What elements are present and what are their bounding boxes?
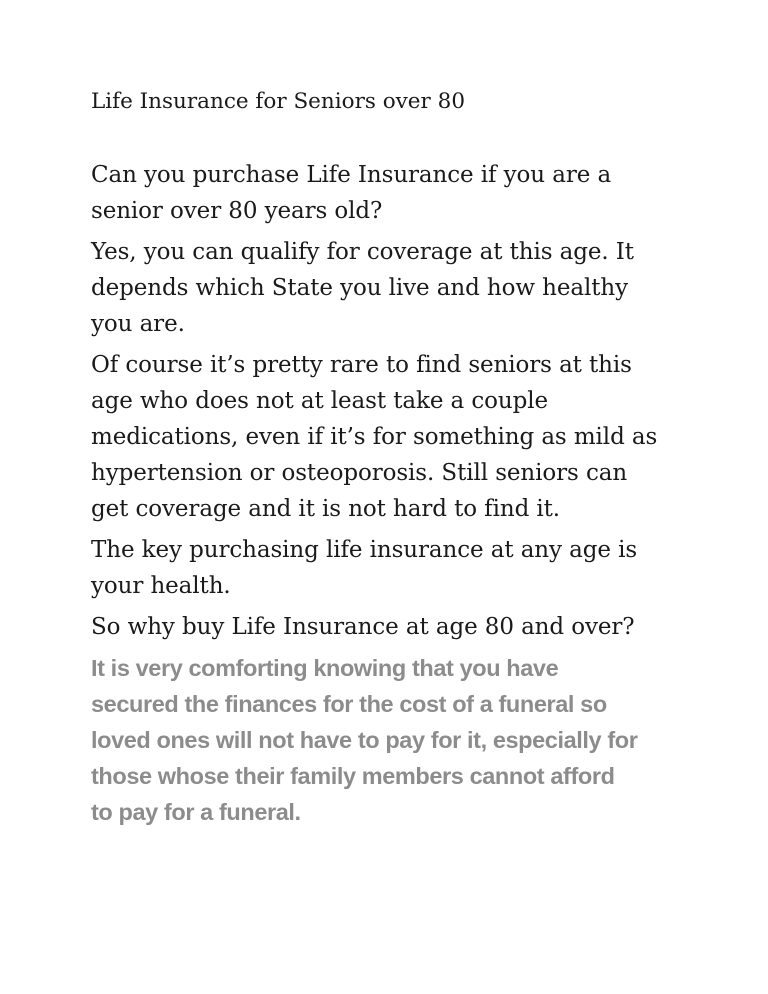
text-line: Of course it’s pretty rare to find seniors at this xyxy=(91,352,632,378)
text-line: The key purchasing life insurance at any age is xyxy=(91,537,638,563)
paragraph-comforting xyxy=(91,650,691,830)
document-body xyxy=(91,84,691,835)
text-line: medications, even if it’s for something as mild as xyxy=(91,424,658,450)
text-line: you are. xyxy=(91,311,185,337)
text-line: Can you purchase Life Insurance if you are a xyxy=(91,162,612,188)
paragraph-why-buy xyxy=(91,609,691,645)
text-line: Yes, you can qualify for coverage at this age. It xyxy=(91,239,634,265)
text-line: secured the finances for the cost of a funeral so xyxy=(91,691,607,717)
text-line: get coverage and it is not hard to find it. xyxy=(91,496,561,522)
paragraph-answer xyxy=(91,234,691,342)
text-line: to pay for a funeral. xyxy=(91,799,301,825)
text-line: It is very comforting knowing that you have xyxy=(91,655,559,681)
text-line: those whose their family members cannot afford xyxy=(91,763,615,789)
text-line: senior over 80 years old? xyxy=(91,198,383,224)
text-line: So why buy Life Insurance at age 80 and over? xyxy=(91,614,635,640)
document-title: Life Insurance for Seniors over 80 xyxy=(91,89,465,114)
paragraph-question xyxy=(91,157,691,229)
text-line: loved ones will not have to pay for it, especially for xyxy=(91,727,638,753)
text-line: your health. xyxy=(91,573,231,599)
text-line: hypertension or osteoporosis. Still seniors can xyxy=(91,460,628,486)
paragraph-medications xyxy=(91,347,691,527)
paragraph-key-health xyxy=(91,532,691,604)
text-line: age who does not at least take a couple xyxy=(91,388,548,414)
text-line: depends which State you live and how healthy xyxy=(91,275,629,301)
